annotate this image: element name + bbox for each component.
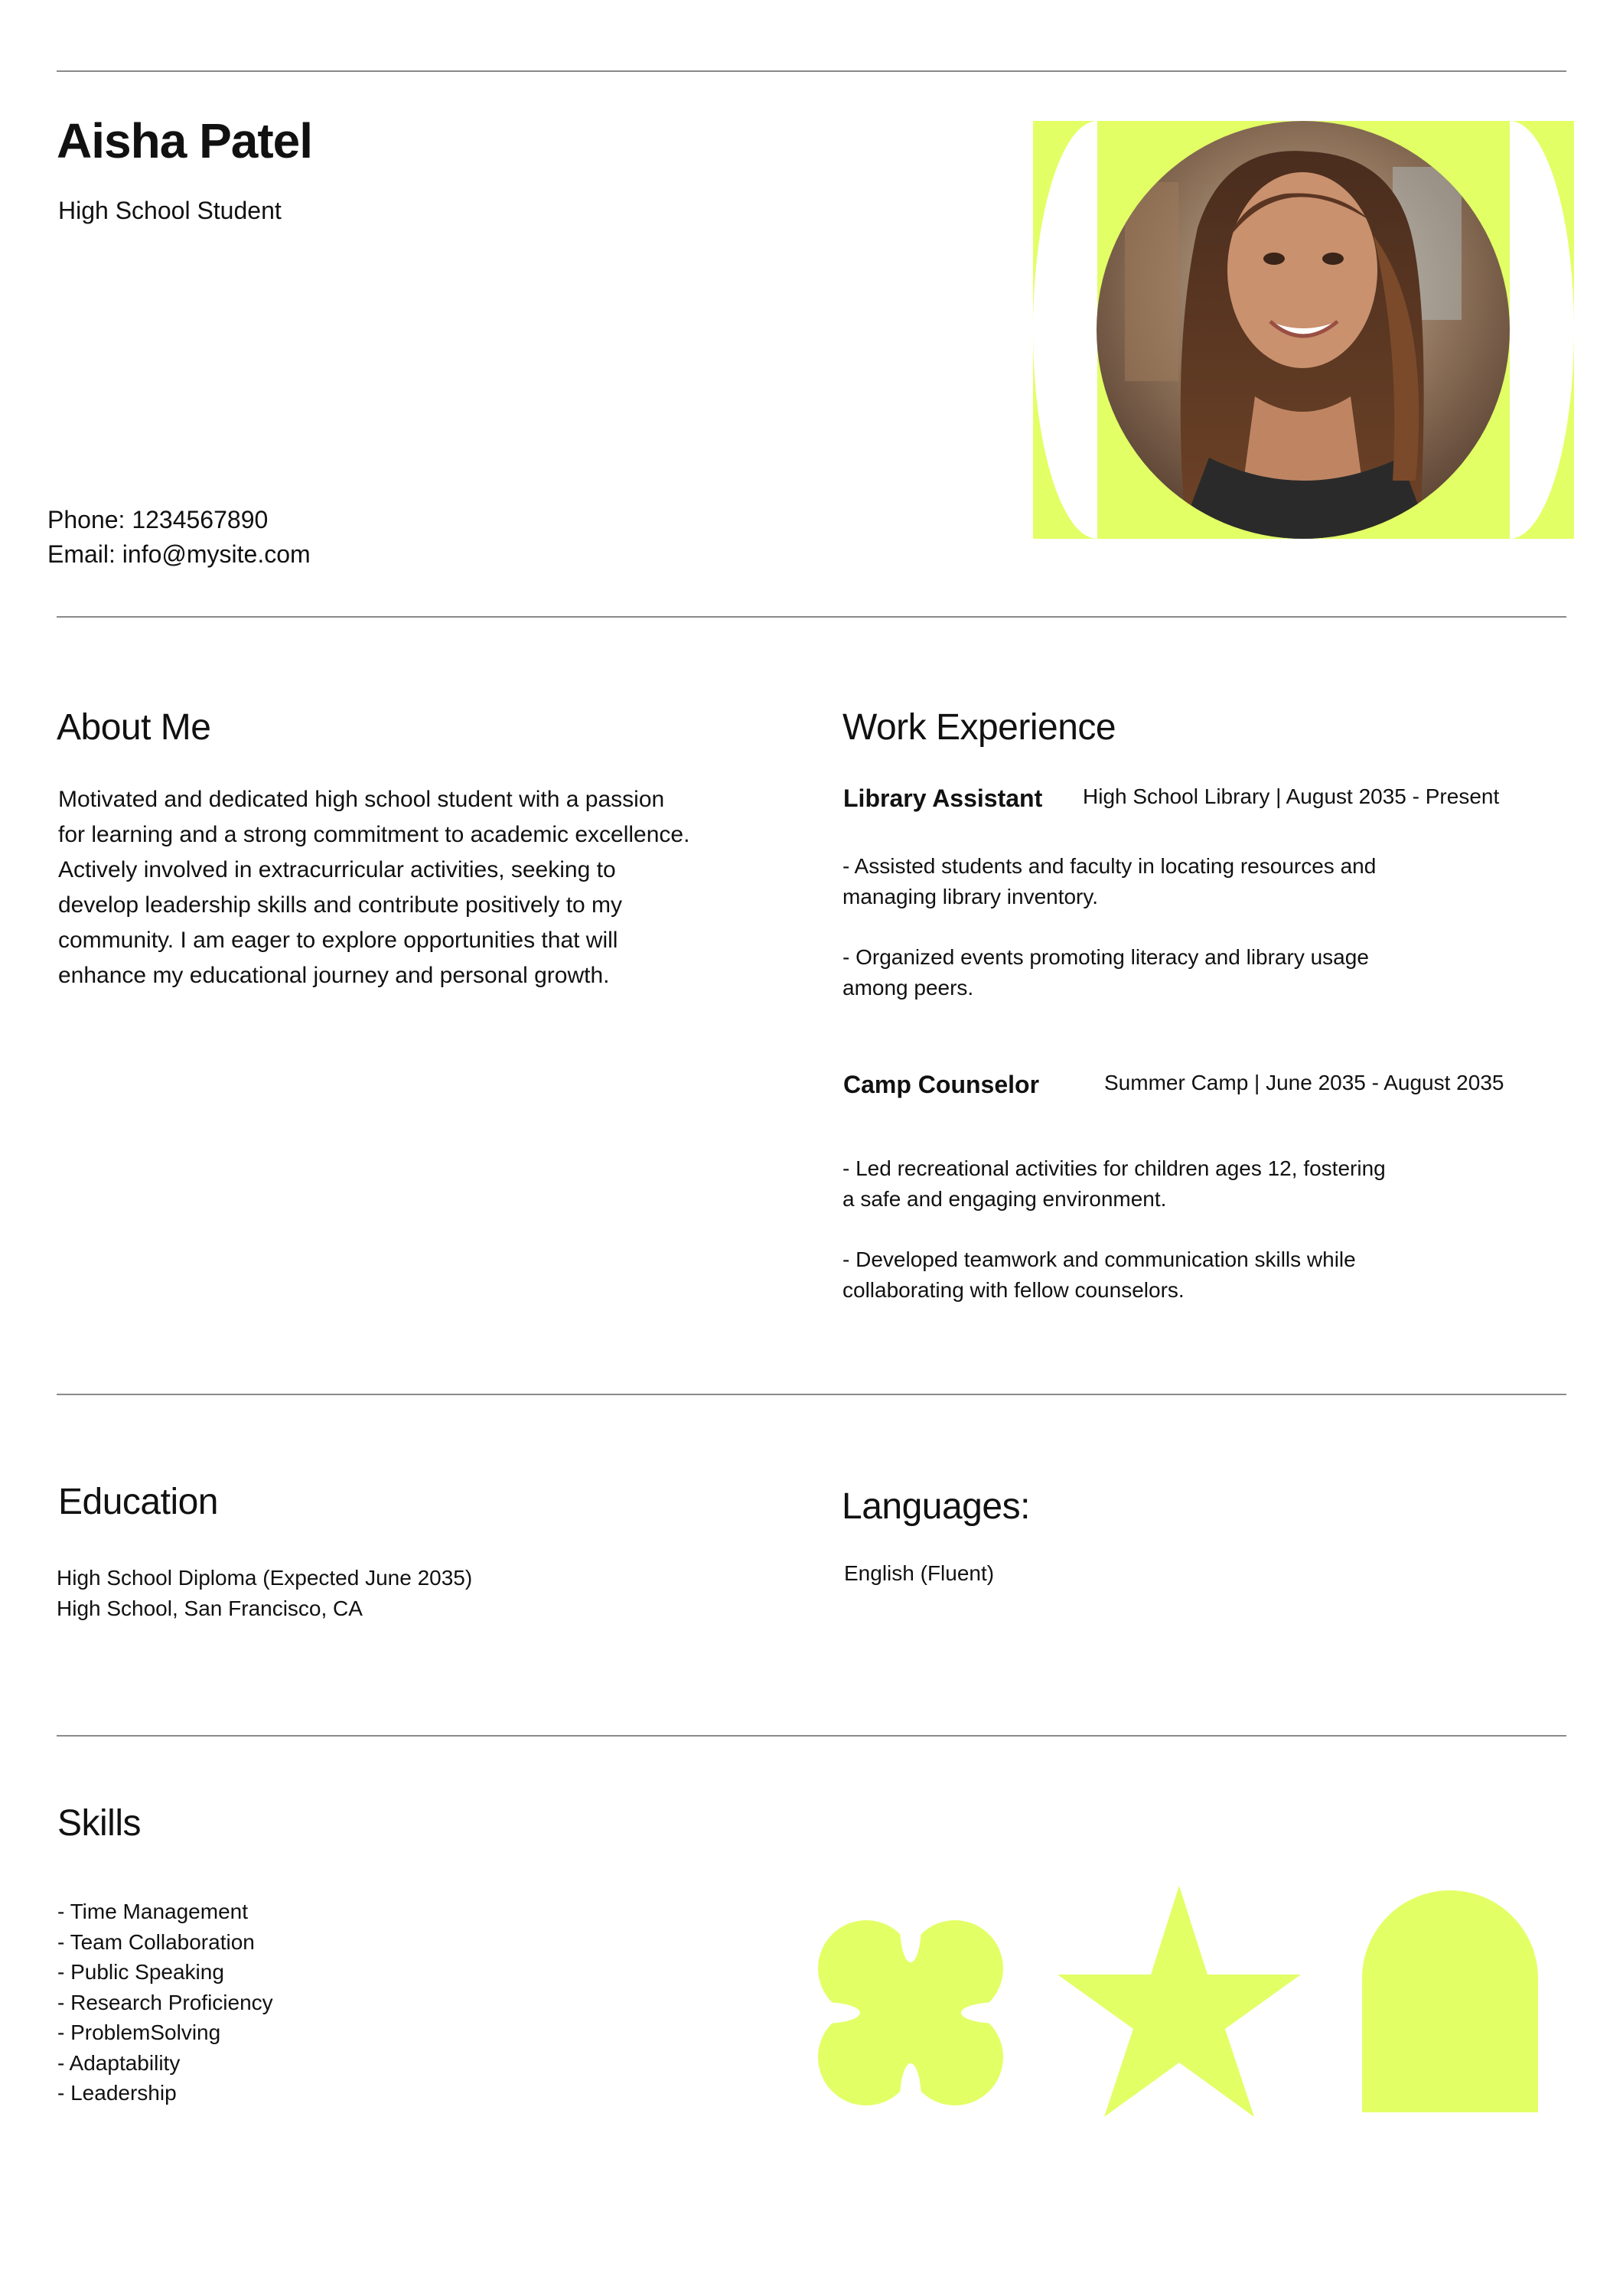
about-line: Motivated and dedicated high school student with a passion — [58, 787, 665, 812]
job-bullet-line: a safe and engaging environment. — [842, 1187, 1167, 1211]
star-shape-icon — [1058, 1886, 1301, 2117]
skills-list — [57, 1896, 273, 2108]
contact-info — [47, 503, 311, 572]
job-bullet — [842, 942, 1369, 1003]
flower-shape-icon — [816, 1918, 1005, 2108]
about-line: for learning and a strong commitment to academic excellence. — [58, 822, 690, 847]
about-line: community. I am eager to explore opportunities that will — [58, 928, 618, 953]
profile-photo-frame — [1033, 121, 1574, 539]
language-item: English (Fluent) — [844, 1561, 995, 1585]
job-bullet — [842, 851, 1376, 912]
job-bullet — [842, 1153, 1386, 1215]
education-heading: Education — [58, 1482, 218, 1522]
divider-lower — [57, 1735, 1566, 1737]
about-line: develop leadership skills and contribute positively to my — [58, 892, 623, 918]
about-text — [58, 782, 747, 993]
skill-item: - Research Proficiency — [57, 1990, 273, 2014]
job-bullet-line: collaborating with fellow counselors. — [842, 1278, 1185, 1302]
job-bullet-line: - Organized events promoting literacy and library usage — [842, 945, 1369, 969]
languages-heading: Languages: — [842, 1486, 1030, 1527]
about-line: enhance my educational journey and personal growth. — [58, 963, 610, 988]
divider-header — [57, 616, 1566, 618]
divider-middle — [57, 1394, 1566, 1395]
candidate-title: High School Student — [58, 197, 282, 224]
job-bullet-line: - Assisted students and faculty in locating resources and — [842, 854, 1377, 878]
skills-heading: Skills — [57, 1803, 142, 1844]
divider-top — [57, 70, 1566, 72]
job-bullet-line: - Developed teamwork and communication skills while — [842, 1247, 1356, 1271]
job-bullet-line: among peers. — [842, 976, 974, 1000]
job-meta-camp-counselor: Summer Camp | June 2035 - August 2035 — [1104, 1071, 1504, 1094]
job-bullet — [842, 1244, 1356, 1306]
arch-shape-icon — [1362, 1890, 1538, 2112]
about-heading: About Me — [57, 707, 211, 748]
job-meta-library-assistant: High School Library | August 2035 - Present — [1083, 784, 1500, 808]
job-title-library-assistant: Library Assistant — [843, 784, 1043, 812]
education-line: High School, San Francisco, CA — [57, 1596, 363, 1620]
skill-item: - ProblemSolving — [57, 2020, 221, 2044]
job-title-camp-counselor: Camp Counselor — [843, 1071, 1040, 1098]
email-link[interactable]: Email: info@mysite.com — [47, 540, 311, 568]
skill-item: - Time Management — [57, 1900, 248, 1923]
job-bullet-line: - Led recreational activities for children ages 12, fostering — [842, 1156, 1386, 1180]
work-heading: Work Experience — [842, 707, 1116, 748]
skill-item: - Team Collaboration — [57, 1929, 255, 1954]
phone-text: Phone: 1234567890 — [47, 506, 269, 533]
skill-item: - Leadership — [57, 2081, 177, 2105]
job-bullet-line: managing library inventory. — [842, 885, 1099, 908]
education-line: High School Diploma (Expected June 2035) — [57, 1566, 473, 1590]
skill-item: - Public Speaking — [57, 1960, 224, 1984]
about-line: Actively involved in extracurricular activities, seeking to — [58, 857, 616, 882]
skill-item: - Adaptability — [57, 2050, 181, 2075]
candidate-name: Aisha Patel — [57, 113, 313, 168]
education-details — [57, 1563, 472, 1624]
